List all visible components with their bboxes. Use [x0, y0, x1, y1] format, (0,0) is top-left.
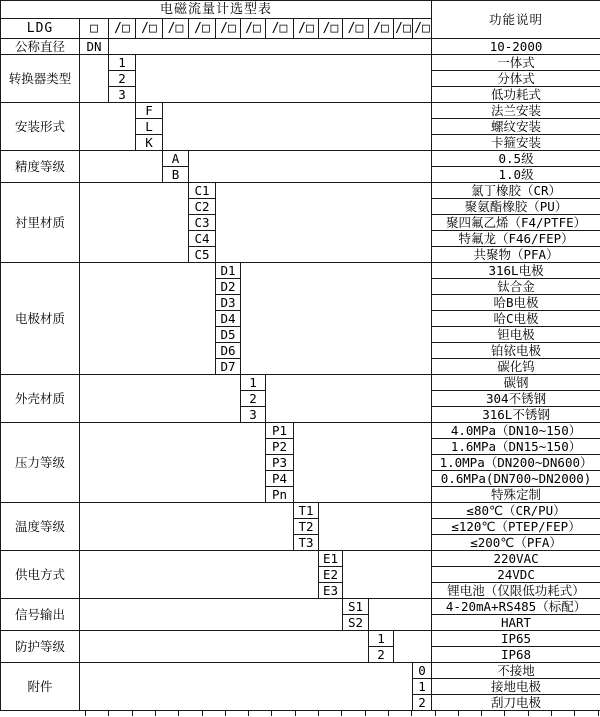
code-cell: D5 — [216, 327, 241, 343]
empty-cell — [80, 503, 294, 551]
code-cell: P3 — [266, 455, 294, 471]
desc-cell: 一体式 — [432, 55, 600, 71]
tick-mark — [85, 711, 86, 716]
code-cell: S2 — [343, 615, 369, 631]
tick-mark — [108, 711, 109, 716]
code-cell: 1 — [369, 631, 394, 647]
empty-cell — [241, 263, 432, 375]
code-cell: T1 — [294, 503, 319, 519]
empty-cell — [80, 263, 216, 375]
code-cell: D4 — [216, 311, 241, 327]
desc-cell: 聚四氟乙烯（F4/PTFE） — [432, 215, 600, 231]
desc-cell: 0.5级 — [432, 151, 600, 167]
desc-cell: ≤120℃（PTEP/FEP） — [432, 519, 600, 535]
desc-cell: 10-2000 — [432, 39, 600, 55]
code-cell: T3 — [294, 535, 319, 551]
code-cell: 0 — [413, 663, 432, 679]
section-label: 衬里材质 — [1, 183, 80, 263]
tick-mark — [504, 711, 505, 716]
model-slot-cell: /□ — [394, 19, 413, 39]
tick-mark — [551, 711, 552, 716]
code-cell: D7 — [216, 359, 241, 375]
desc-cell: 1.0级 — [432, 167, 600, 183]
tick-mark — [528, 711, 529, 716]
empty-cell — [294, 423, 432, 503]
model-slot-cell: /□ — [294, 19, 319, 39]
code-cell: K — [136, 135, 163, 151]
model-slot-cell: /□ — [163, 19, 189, 39]
tick-mark — [411, 711, 412, 716]
tick-mark — [458, 711, 459, 716]
desc-cell: IP68 — [432, 647, 600, 663]
desc-cell: 不接地 — [432, 663, 600, 679]
model-slot-cell: /□ — [109, 19, 136, 39]
code-cell: C4 — [189, 231, 216, 247]
desc-cell: 分体式 — [432, 71, 600, 87]
model-slot-cell: /□ — [241, 19, 266, 39]
code-cell: Pn — [266, 487, 294, 503]
code-cell: E3 — [319, 583, 343, 599]
code-cell: S1 — [343, 599, 369, 615]
tick-mark — [202, 711, 203, 716]
code-cell: 3 — [109, 87, 136, 103]
tick-mark — [388, 711, 389, 716]
code-cell: DN — [80, 39, 109, 55]
desc-cell: HART — [432, 615, 600, 631]
model-slot-cell: /□ — [319, 19, 343, 39]
section-label: 安装形式 — [1, 103, 80, 151]
tick-mark — [155, 711, 156, 716]
function-column-header: 功能说明 — [432, 1, 600, 39]
empty-cell — [80, 183, 189, 263]
code-cell: B — [163, 167, 189, 183]
code-cell: 1 — [109, 55, 136, 71]
section-label: 公称直径 — [1, 39, 80, 55]
tick-mark — [435, 711, 436, 716]
code-cell: A — [163, 151, 189, 167]
code-cell: 1 — [241, 375, 266, 391]
desc-cell: 1.6MPa（DN15~150） — [432, 439, 600, 455]
section-label: 转换器类型 — [1, 55, 80, 103]
section-label: 信号输出 — [1, 599, 80, 631]
code-cell: D2 — [216, 279, 241, 295]
empty-cell — [266, 375, 432, 423]
section-label: 供电方式 — [1, 551, 80, 599]
section-label: 压力等级 — [1, 423, 80, 503]
model-slot-cell: /□ — [413, 19, 432, 39]
desc-cell: 1.0MPa（DN200~DN600） — [432, 455, 600, 471]
desc-cell: 特氟龙（F46/FEP） — [432, 231, 600, 247]
empty-cell — [80, 663, 413, 711]
code-cell: T2 — [294, 519, 319, 535]
desc-cell: 碳钢 — [432, 375, 600, 391]
code-cell: P2 — [266, 439, 294, 455]
empty-cell — [163, 103, 432, 151]
desc-cell: 4-20mA+RS485（标配） — [432, 599, 600, 615]
desc-cell: 刮刀电极 — [432, 695, 600, 711]
tick-mark — [318, 711, 319, 716]
desc-cell: 碳化钨 — [432, 359, 600, 375]
tick-mark — [178, 711, 179, 716]
model-prefix: LDG — [1, 19, 80, 39]
model-slot-cell: /□ — [266, 19, 294, 39]
code-cell: P4 — [266, 471, 294, 487]
section-label: 附件 — [1, 663, 80, 711]
model-slot-cell: /□ — [216, 19, 241, 39]
code-cell: 2 — [413, 695, 432, 711]
model-slot-cell: /□ — [369, 19, 394, 39]
empty-cell — [216, 183, 432, 263]
empty-cell — [80, 599, 343, 631]
code-cell: D3 — [216, 295, 241, 311]
tick-mark — [598, 711, 599, 716]
desc-cell: 锂电池（仅限低功耗式） — [432, 583, 600, 599]
desc-cell: 4.0MPa（DN10~150） — [432, 423, 600, 439]
empty-cell — [319, 503, 432, 551]
tick-mark — [248, 711, 249, 716]
desc-cell: 接地电极 — [432, 679, 600, 695]
section-label: 外壳材质 — [1, 375, 80, 423]
desc-cell: 共聚物（PFA） — [432, 247, 600, 263]
code-cell: D1 — [216, 263, 241, 279]
code-cell: D6 — [216, 343, 241, 359]
desc-cell: 氯丁橡胶（CR） — [432, 183, 600, 199]
model-slot-cell: /□ — [136, 19, 163, 39]
desc-cell: ≤80℃（CR/PU） — [432, 503, 600, 519]
bottom-ticks — [0, 711, 600, 717]
section-label: 精度等级 — [1, 151, 80, 183]
tick-mark — [295, 711, 296, 716]
empty-cell — [189, 151, 432, 183]
desc-cell: 316L不锈钢 — [432, 407, 600, 423]
desc-cell: ≤200℃（PFA） — [432, 535, 600, 551]
desc-cell: 哈B电极 — [432, 295, 600, 311]
desc-cell: 卡箍安装 — [432, 135, 600, 151]
desc-cell: 220VAC — [432, 551, 600, 567]
code-cell: 2 — [241, 391, 266, 407]
section-label: 防护等级 — [1, 631, 80, 663]
tick-mark — [225, 711, 226, 716]
tick-mark — [574, 711, 575, 716]
code-cell: P1 — [266, 423, 294, 439]
empty-cell — [136, 55, 432, 103]
empty-cell — [343, 551, 432, 599]
section-label: 温度等级 — [1, 503, 80, 551]
code-cell: 1 — [413, 679, 432, 695]
desc-cell: 24VDC — [432, 567, 600, 583]
tick-mark — [365, 711, 366, 716]
tick-mark — [132, 711, 133, 716]
tick-mark — [341, 711, 342, 716]
desc-cell: 特殊定制 — [432, 487, 600, 503]
code-cell: 3 — [241, 407, 266, 423]
code-cell: 2 — [369, 647, 394, 663]
code-cell: 2 — [109, 71, 136, 87]
desc-cell: IP65 — [432, 631, 600, 647]
desc-cell: 316L电极 — [432, 263, 600, 279]
code-cell: L — [136, 119, 163, 135]
table-title: 电磁流量计选型表 — [1, 1, 432, 19]
empty-cell — [80, 551, 319, 599]
code-cell: C1 — [189, 183, 216, 199]
empty-cell — [80, 375, 241, 423]
model-slot-cell: /□ — [343, 19, 369, 39]
empty-cell — [80, 55, 109, 103]
desc-cell: 钛合金 — [432, 279, 600, 295]
desc-cell: 法兰安装 — [432, 103, 600, 119]
code-cell: E2 — [319, 567, 343, 583]
empty-cell — [80, 423, 266, 503]
code-cell: C5 — [189, 247, 216, 263]
empty-cell — [109, 39, 432, 55]
empty-cell — [394, 631, 432, 663]
desc-cell: 铂铱电极 — [432, 343, 600, 359]
desc-cell: 304不锈钢 — [432, 391, 600, 407]
empty-cell — [80, 103, 136, 151]
code-cell: E1 — [319, 551, 343, 567]
tick-mark — [481, 711, 482, 716]
model-slot-cell: /□ — [189, 19, 216, 39]
section-label: 电极材质 — [1, 263, 80, 375]
code-cell: C2 — [189, 199, 216, 215]
code-cell: F — [136, 103, 163, 119]
desc-cell: 哈C电极 — [432, 311, 600, 327]
empty-cell — [80, 151, 163, 183]
desc-cell: 聚氨酯橡胶（PU） — [432, 199, 600, 215]
desc-cell: 螺纹安装 — [432, 119, 600, 135]
model-first-box-cell: □ — [80, 19, 109, 39]
desc-cell: 钽电极 — [432, 327, 600, 343]
tick-mark — [271, 711, 272, 716]
empty-cell — [369, 599, 432, 631]
code-cell: C3 — [189, 215, 216, 231]
desc-cell: 低功耗式 — [432, 87, 600, 103]
desc-cell: 0.6MPa(DN700~DN2000) — [432, 471, 600, 487]
empty-cell — [80, 631, 369, 663]
